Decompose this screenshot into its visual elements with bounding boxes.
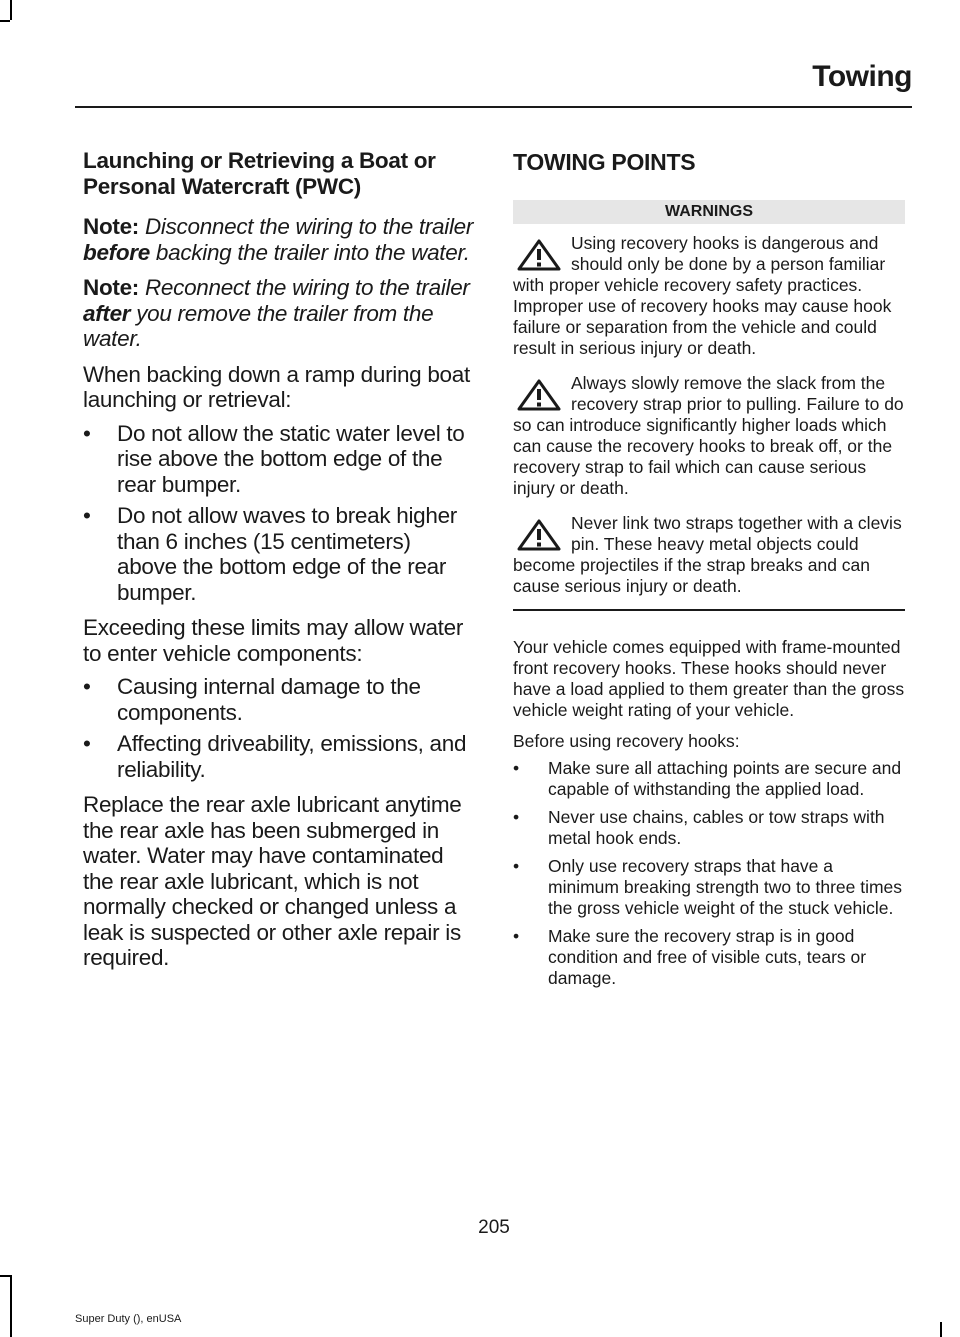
note-text: Disconnect the wiring to the trailer <box>139 214 474 239</box>
warning-triangle-icon <box>517 239 561 271</box>
note-emphasis: before <box>83 239 150 265</box>
warning-triangle-icon <box>517 519 561 551</box>
warning-text: Never link two straps together with a clevis pin. These heavy metal objects could become projectiles if the strap breaks and can cause serious injury or death. <box>513 513 902 596</box>
warnings-divider <box>513 609 905 611</box>
warning-item <box>513 513 905 597</box>
crop-mark <box>10 0 12 20</box>
note-label: Note: <box>83 275 139 300</box>
header-divider <box>75 106 912 108</box>
section-heading: Launching or Retrieving a Boat or Personal Watercraft (PWC) <box>83 148 436 199</box>
towing-points-heading: TOWING POINTS <box>513 149 696 175</box>
list-item: • Causing internal damage to the components. <box>83 674 475 725</box>
warning-text: Using recovery hooks is dangerous and should only be done by a person familiar with proper vehicle recovery safety practices. Improper use of recovery hooks may cause hook failure or separation from the vehicle and could result in serious injury or death. <box>513 233 892 358</box>
paragraph-limits: Exceeding these limits may allow water to enter vehicle components: <box>83 615 464 666</box>
warning-item <box>513 373 905 499</box>
left-column <box>83 148 475 971</box>
note-text: backing the trailer into the water. <box>149 239 470 265</box>
bullet-list-recovery <box>513 758 905 989</box>
note-disconnect <box>83 214 475 265</box>
list-item: • Do not allow the static water level to rise above the bottom edge of the rear bumper. <box>83 421 475 498</box>
bullet-list-ramp <box>83 421 475 606</box>
paragraph-ramp: When backing down a ramp during boat launching or retrieval: <box>83 361 470 412</box>
list-item: • Make sure all attaching points are secure and capable of withstanding the applied load. <box>513 758 905 800</box>
page-header-title: Towing <box>812 60 912 93</box>
list-item: • Make sure the recovery strap is in good condition and free of visible cuts, tears or damage. <box>513 926 905 989</box>
paragraph-before-using: Before using recovery hooks: <box>513 731 740 751</box>
warning-item <box>513 233 905 359</box>
paragraph-recovery-hooks: Your vehicle comes equipped with frame-mounted front recovery hooks. These hooks should never have a load applied to them greater than the gross vehicle weight rating of your vehicle. <box>513 637 905 720</box>
list-item: • Do not allow waves to break higher than 6 inches (15 centimeters) above the bottom edge of the rear bumper. <box>83 503 475 605</box>
note-label: Note: <box>83 214 139 239</box>
bullet-list-effects <box>83 674 475 782</box>
note-text: Reconnect the wiring to the trailer <box>139 275 470 300</box>
crop-mark <box>0 20 10 22</box>
page-number: 205 <box>478 1217 510 1238</box>
crop-mark <box>0 1275 10 1277</box>
list-item: • Affecting driveability, emissions, and reliability. <box>83 731 475 782</box>
crop-mark <box>940 1322 942 1337</box>
footer-doc-label: Super Duty (), enUSA <box>75 1313 182 1325</box>
list-item: • Never use chains, cables or tow straps with metal hook ends. <box>513 807 905 849</box>
note-emphasis: after <box>83 300 131 326</box>
warning-triangle-icon <box>517 379 561 411</box>
list-item: • Only use recovery straps that have a minimum breaking strength two to three times the gross vehicle weight of the stuck vehicle. <box>513 856 905 919</box>
warnings-box <box>513 200 905 611</box>
warnings-header: WARNINGS <box>513 200 905 224</box>
warning-text: Always slowly remove the slack from the recovery strap prior to pulling. Failure to do so can introduce significantly higher loads which can cause the recovery hooks to break off, or the recovery strap to fail which can cause serious injury or death. <box>513 373 904 498</box>
note-text: you remove the trailer from the water. <box>83 300 434 351</box>
crop-mark <box>10 1275 12 1337</box>
paragraph-axle: Replace the rear axle lubricant anytime the rear axle has been submerged in water. Water may have contaminated the rear axle lubricant, which is not normally checked or changed unless a leak is suspected or other axle repair is required. <box>83 792 462 970</box>
note-reconnect <box>83 275 475 352</box>
right-column <box>513 148 905 996</box>
